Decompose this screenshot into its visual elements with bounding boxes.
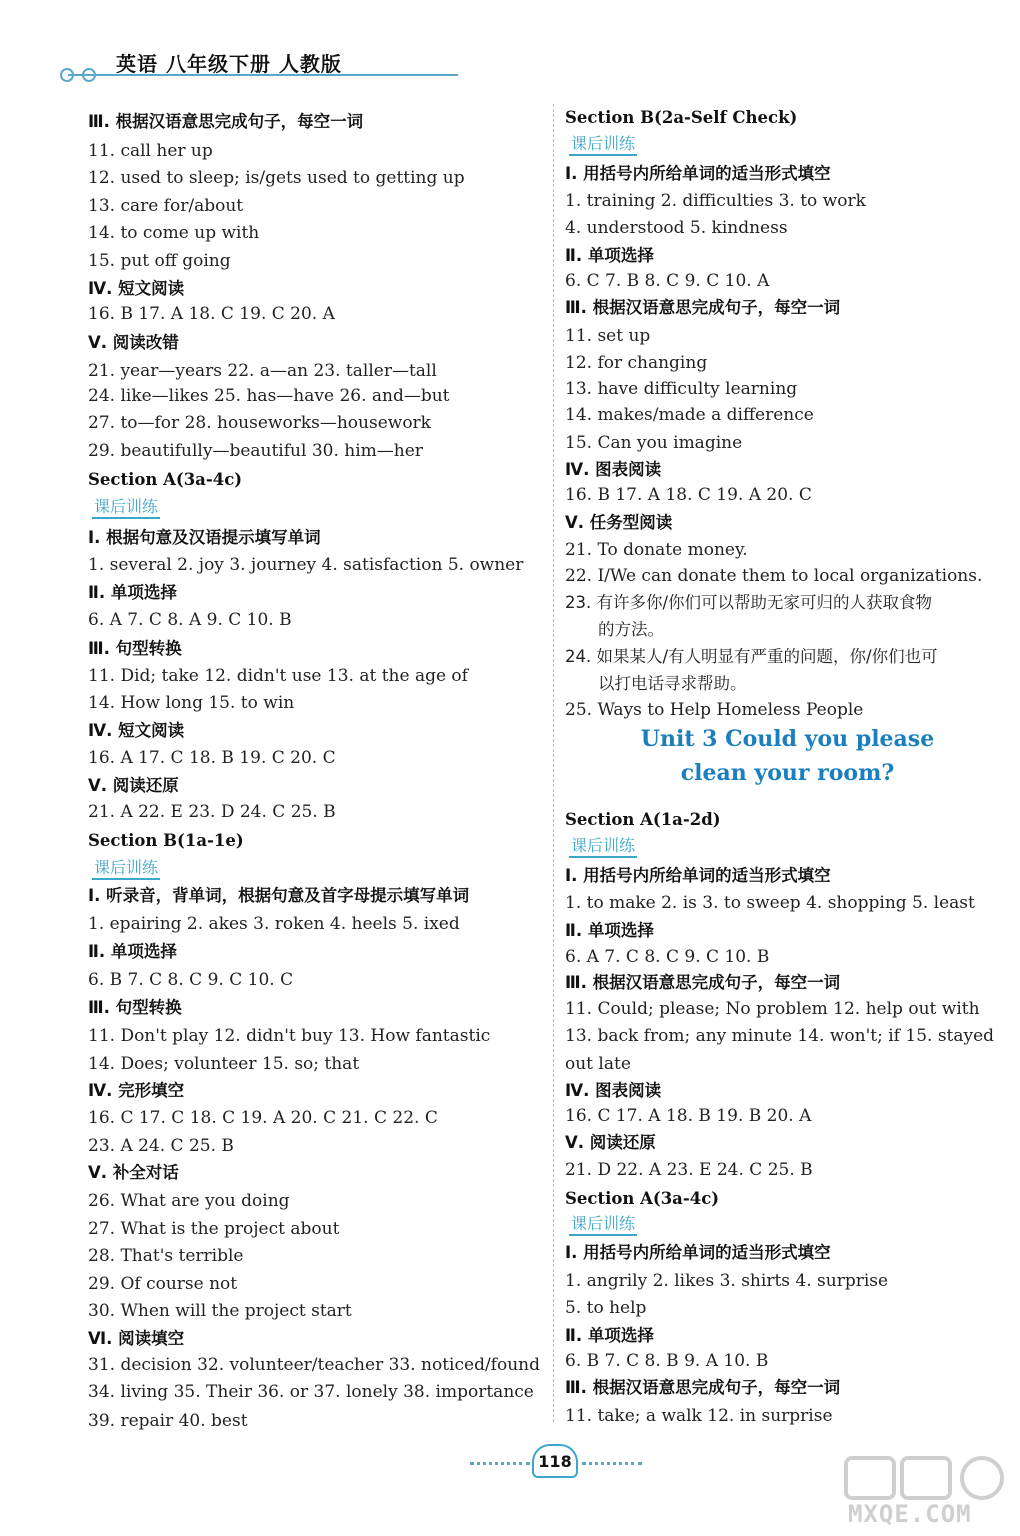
answer-line: 14. Does; volunteer 15. so; that: [88, 1054, 360, 1074]
answer-line: 25. Ways to Help Homeless People: [565, 700, 864, 720]
page-header: [60, 44, 460, 84]
exercise-heading: Ⅰ. 根据句意及汉语提示填写单词: [88, 528, 321, 547]
answer-line-chinese: 24. 如果某人/有人明显有严重的问题，你/你们也可: [565, 647, 938, 666]
answer-line: 1. several 2. joy 3. journey 4. satisfaction 5. owner: [88, 555, 524, 575]
exercise-heading: Ⅲ. 根据汉语意思完成句子，每空一词: [565, 973, 841, 992]
exercise-heading: Ⅲ. 句型转换: [88, 639, 182, 658]
answer-line: 24. like—likes 25. has—have 26. and—but: [88, 386, 450, 406]
watermark-logo: [842, 1454, 1012, 1532]
practice-tag: 课后训练: [569, 134, 637, 156]
section-title: Section A(3a-4c): [88, 470, 243, 489]
section-title: Section B(2a-Self Check): [565, 108, 798, 127]
practice-tag: 课后训练: [92, 858, 160, 880]
exercise-heading: Ⅳ. 完形填空: [88, 1081, 185, 1100]
answer-line: 11. Did; take 12. didn't use 13. at the age of: [88, 666, 468, 686]
answer-line: 1. angrily 2. likes 3. shirts 4. surprise: [565, 1271, 889, 1291]
section-title: Section A(3a-4c): [565, 1189, 720, 1208]
column-divider: [553, 104, 554, 1422]
answer-line: 12. for changing: [565, 353, 708, 373]
answer-line: 39. repair 40. best: [88, 1411, 248, 1431]
section-title: Section A(1a-2d): [565, 810, 721, 829]
answer-line: 29. Of course not: [88, 1274, 238, 1294]
answer-line: 16. B 17. A 18. C 19. C 20. A: [88, 304, 335, 324]
footer-dots-right: [582, 1462, 642, 1465]
exercise-heading: Ⅲ. 根据汉语意思完成句子，每空一词: [565, 298, 841, 317]
answer-line: 11. call her up: [88, 141, 213, 161]
exercise-heading: Ⅰ. 用括号内所给单词的适当形式填空: [565, 164, 831, 183]
answer-line: 11. Could; please; No problem 12. help out with: [565, 999, 980, 1019]
exercise-heading: Ⅴ. 补全对话: [88, 1163, 179, 1182]
exercise-heading: Ⅳ. 图表阅读: [565, 1081, 662, 1100]
exercise-heading: Ⅱ. 单项选择: [565, 246, 654, 265]
answer-line: 11. take; a walk 12. in surprise: [565, 1406, 833, 1426]
exercise-heading: Ⅳ. 短文阅读: [88, 721, 185, 740]
unit-title: Unit 3 Could you please: [640, 726, 935, 752]
answer-line: 21. To donate money.: [565, 540, 748, 560]
practice-tag: 课后训练: [92, 497, 160, 519]
exercise-heading: Ⅱ. 单项选择: [88, 942, 177, 961]
answer-line: 15. Can you imagine: [565, 433, 743, 453]
exercise-heading: Ⅰ. 听录音，背单词，根据句意及首字母提示填写单词: [88, 886, 470, 905]
practice-tag: 课后训练: [569, 836, 637, 858]
exercise-heading: Ⅱ. 单项选择: [565, 921, 654, 940]
answer-line: 27. What is the project about: [88, 1219, 340, 1239]
answer-line: 1. training 2. difficulties 3. to work: [565, 191, 866, 211]
page-number: 118: [532, 1444, 578, 1478]
answer-line: 6. B 7. C 8. C 9. C 10. C: [88, 970, 294, 990]
answer-line: 6. A 7. C 8. C 9. C 10. B: [565, 947, 770, 967]
answer-line: 14. to come up with: [88, 223, 260, 243]
answer-line: 11. set up: [565, 326, 651, 346]
answer-line-chinese: 以打电话寻求帮助。: [598, 674, 747, 693]
answer-line: 34. living 35. Their 36. or 37. lonely 38. importance: [88, 1382, 534, 1402]
answer-line: 26. What are you doing: [88, 1191, 290, 1211]
answer-line: 6. B 7. C 8. B 9. A 10. B: [565, 1351, 769, 1371]
answer-line: out late: [565, 1054, 631, 1074]
exercise-heading: Ⅲ. 句型转换: [88, 998, 182, 1017]
answer-line: 16. B 17. A 18. C 19. A 20. C: [565, 485, 812, 505]
answer-line: 21. A 22. E 23. D 24. C 25. B: [88, 802, 336, 822]
watermark-text: MXQE.COM: [848, 1500, 972, 1528]
answer-line: 16. A 17. C 18. B 19. C 20. C: [88, 748, 336, 768]
page-footer: [470, 1444, 640, 1480]
answer-line: 5. to help: [565, 1298, 647, 1318]
answer-line: 13. back from; any minute 14. won't; if 15. stayed: [565, 1026, 995, 1046]
answer-line: 16. C 17. C 18. C 19. A 20. C 21. C 22. C: [88, 1108, 438, 1128]
exercise-heading: Ⅵ. 阅读填空: [88, 1329, 185, 1348]
exercise-heading: Ⅴ. 阅读改错: [88, 333, 179, 352]
answer-line: 23. A 24. C 25. B: [88, 1136, 234, 1156]
answer-line: 1. to make 2. is 3. to sweep 4. shopping 5. least: [565, 893, 975, 913]
answer-line: 6. A 7. C 8. A 9. C 10. B: [88, 610, 292, 630]
exercise-heading: Ⅱ. 单项选择: [565, 1326, 654, 1345]
section-title: Section B(1a-1e): [88, 831, 244, 850]
exercise-heading: Ⅲ. 根据汉语意思完成句子，每空一词: [565, 1378, 841, 1397]
exercise-heading: Ⅴ. 阅读还原: [565, 1133, 656, 1152]
exercise-heading: Ⅰ. 用括号内所给单词的适当形式填空: [565, 1243, 831, 1262]
answer-line: 31. decision 32. volunteer/teacher 33. noticed/found: [88, 1355, 540, 1375]
answer-line-chinese: 的方法。: [598, 620, 664, 639]
answer-line: 30. When will the project start: [88, 1301, 352, 1321]
answer-line: 14. makes/made a difference: [565, 405, 814, 425]
exercise-heading: Ⅳ. 短文阅读: [88, 279, 185, 298]
footer-dots-left: [470, 1462, 530, 1465]
exercise-heading: Ⅱ. 单项选择: [88, 583, 177, 602]
watermark-seal-icon: [842, 1454, 1012, 1504]
answer-line: 22. I/We can donate them to local organizations.: [565, 566, 983, 586]
answer-line: 4. understood 5. kindness: [565, 218, 788, 238]
unit-title: clean your room?: [680, 760, 895, 786]
answer-line: 14. How long 15. to win: [88, 693, 295, 713]
exercise-heading: Ⅴ. 任务型阅读: [565, 513, 673, 532]
answer-line: 13. care for/about: [88, 196, 244, 216]
answer-line-chinese: 23. 有许多你/你们可以帮助无家可归的人获取食物: [565, 593, 933, 612]
answer-line: 21. D 22. A 23. E 24. C 25. B: [565, 1160, 813, 1180]
book-title: 英语 八年级下册 人教版: [116, 52, 342, 76]
exercise-heading: Ⅰ. 用括号内所给单词的适当形式填空: [565, 866, 831, 885]
exercise-heading: Ⅴ. 阅读还原: [88, 776, 179, 795]
answer-line: 12. used to sleep; is/gets used to getting up: [88, 168, 465, 188]
answer-line: 21. year—years 22. a—an 23. taller—tall: [88, 361, 437, 381]
answer-line: 6. C 7. B 8. C 9. C 10. A: [565, 271, 770, 291]
answer-line: 29. beautifully—beautiful 30. him—her: [88, 441, 423, 461]
answer-line: 28. That's terrible: [88, 1246, 244, 1266]
exercise-heading: Ⅳ. 图表阅读: [565, 460, 662, 479]
answer-line: 13. have difficulty learning: [565, 379, 798, 399]
answer-line: 27. to—for 28. houseworks—housework: [88, 413, 431, 433]
answer-line: 11. Don't play 12. didn't buy 13. How fantastic: [88, 1026, 491, 1046]
answer-line: 16. C 17. A 18. B 19. B 20. A: [565, 1106, 812, 1126]
exercise-heading: Ⅲ. 根据汉语意思完成句子，每空一词: [88, 112, 364, 131]
answer-line: 15. put off going: [88, 251, 231, 271]
practice-tag: 课后训练: [569, 1214, 637, 1236]
answer-line: 1. epairing 2. akes 3. roken 4. heels 5. ixed: [88, 914, 460, 934]
